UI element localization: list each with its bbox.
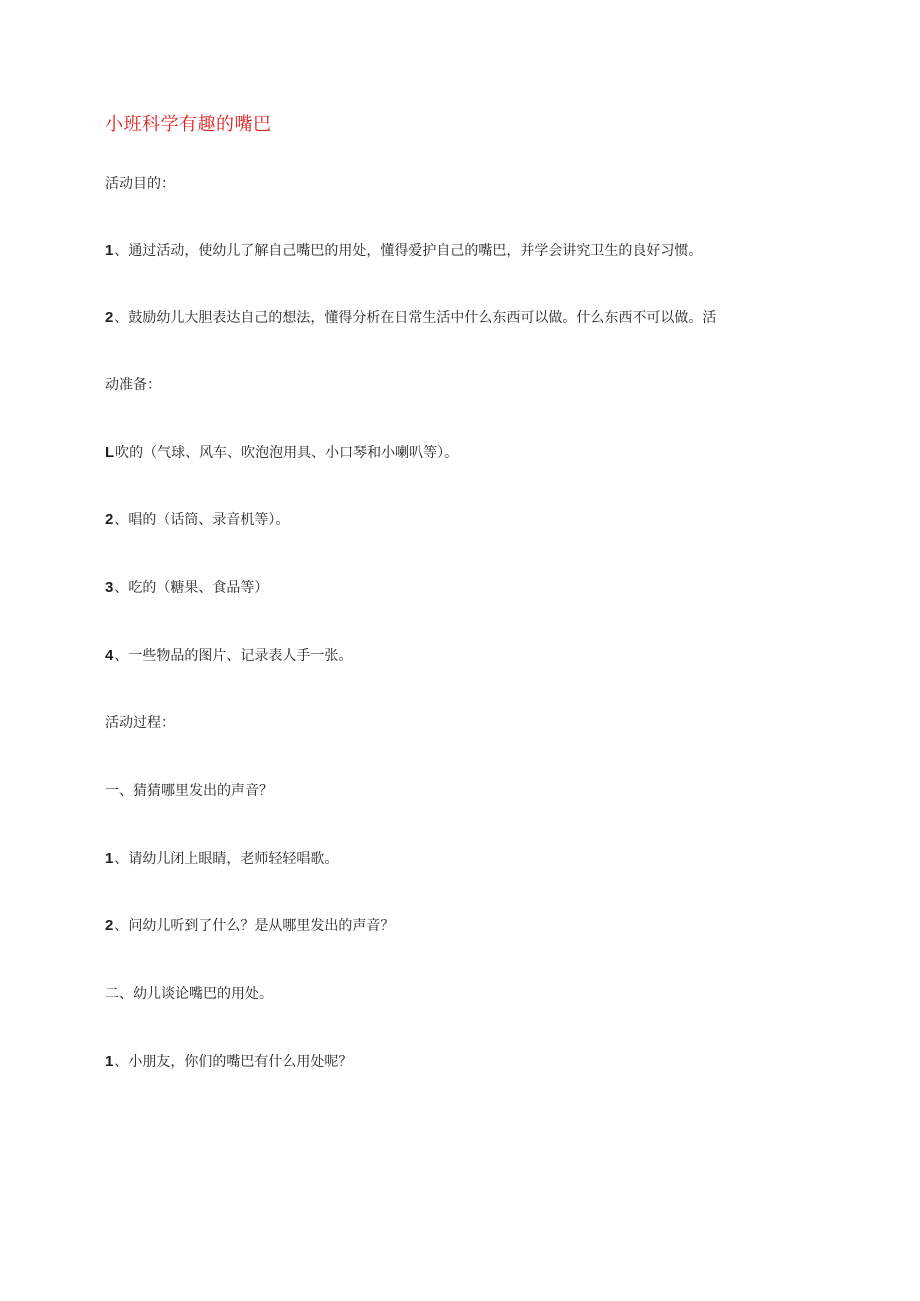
line-text: 、一些物品的图片、记录表人手一张。 <box>114 648 353 664</box>
objective-item-2 <box>105 308 716 328</box>
line-text: 活动目的： <box>105 176 175 192</box>
line-text: 、请幼儿闭上眼睛，老师轻轻唱歌。 <box>114 851 339 867</box>
preparation-item-1 <box>105 443 458 463</box>
document-title: 小班科学有趣的嘴巴 <box>105 114 272 135</box>
line-text: 、吃的（糖果、食品等） <box>114 580 269 596</box>
line-text: 二、幼儿谈论嘴巴的用处。 <box>105 986 273 1002</box>
preparation-item-3 <box>105 578 268 598</box>
process-step-2-heading <box>105 984 273 1004</box>
item-number: 2 <box>105 309 114 326</box>
preparation-item-4 <box>105 646 352 666</box>
item-number: 1 <box>105 1053 114 1070</box>
line-text: 、通过活动，使幼儿了解自己嘴巴的用处，懂得爱护自己的嘴巴，并学会讲究卫生的良好习惯。 <box>114 243 703 259</box>
item-number: 2 <box>105 511 114 528</box>
preparation-item-2 <box>105 510 289 530</box>
process-step-1-item-1 <box>105 849 338 869</box>
section-heading-preparation <box>105 375 161 395</box>
item-number: L <box>105 444 115 461</box>
item-number: 3 <box>105 579 114 596</box>
section-heading-objectives <box>105 174 175 194</box>
line-text: 一、猜猜哪里发出的声音？ <box>105 783 273 799</box>
process-step-2-item-1 <box>105 1052 352 1072</box>
section-heading-process <box>105 713 175 733</box>
item-number: 4 <box>105 647 114 664</box>
line-text: 、问幼儿听到了什么？是从哪里发出的声音？ <box>114 918 395 934</box>
process-step-1-item-2 <box>105 916 394 936</box>
line-text: 、唱的（话筒、录音机等）。 <box>114 512 290 528</box>
item-number: 2 <box>105 917 114 934</box>
line-text: 吹的（气球、风车、吹泡泡用具、小口琴和小喇叭等）。 <box>115 445 459 461</box>
item-number: 1 <box>105 850 114 867</box>
process-step-1-heading <box>105 781 273 801</box>
line-text: 活动过程： <box>105 715 175 731</box>
item-number: 1 <box>105 242 114 259</box>
objective-item-1 <box>105 241 702 261</box>
line-text: 动准备： <box>105 377 161 393</box>
line-text: 、小朋友，你们的嘴巴有什么用处呢？ <box>114 1054 353 1070</box>
line-text: 、鼓励幼儿大胆表达自己的想法，懂得分析在日常生活中什么东西可以做。什么东西不可以做。活 <box>114 310 717 326</box>
